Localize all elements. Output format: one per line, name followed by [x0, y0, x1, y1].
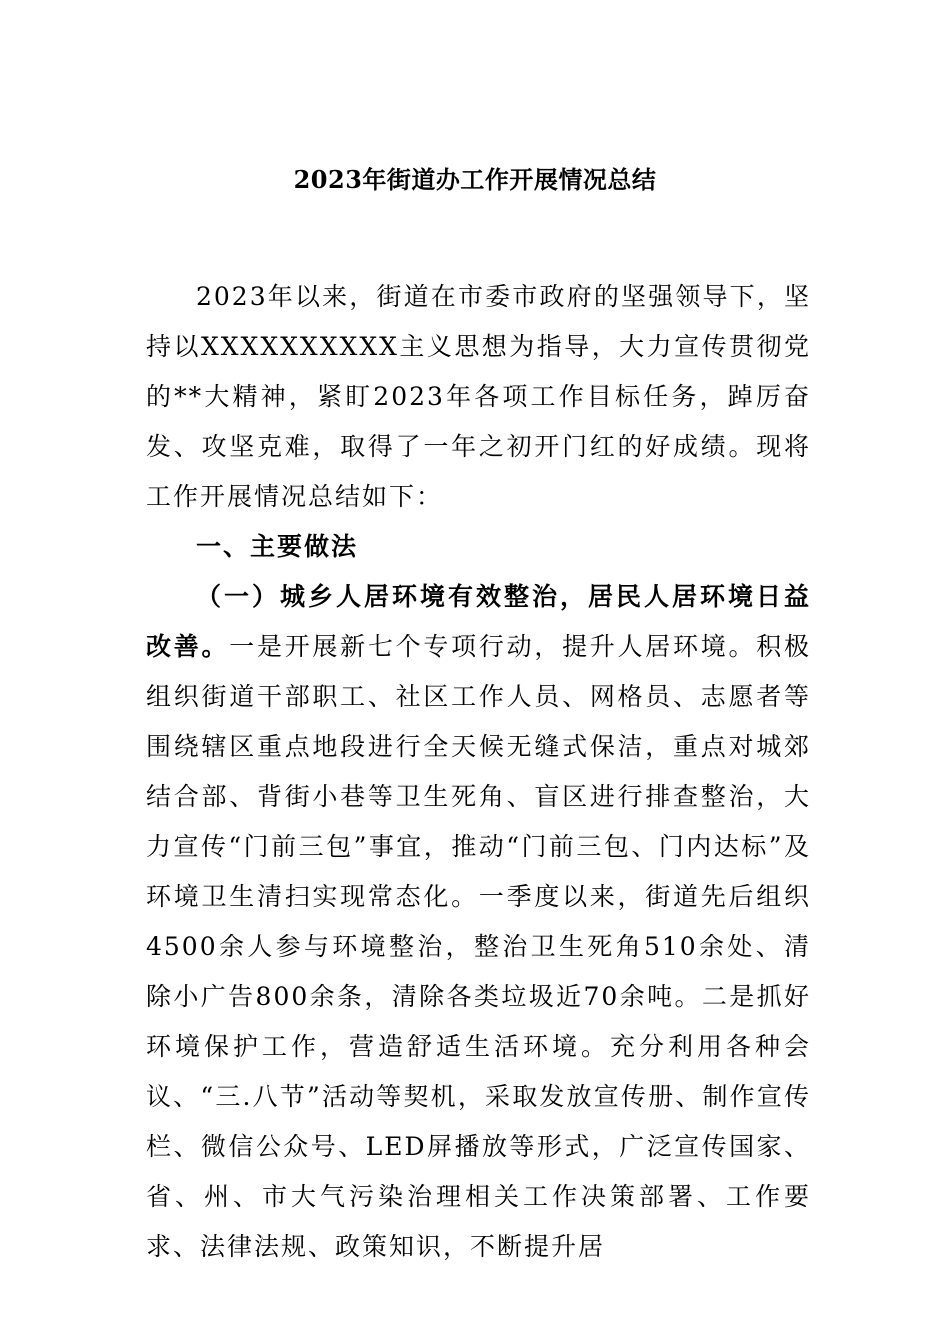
- intro-paragraph: 2023年以来，街道在市委市政府的坚强领导下，坚持以XXXXXXXXXX主义思想为指导，大力宣传贯彻党的**大精神，紧盯2023年各项工作目标任务，踔厉奋发、攻坚克难，取得了一年之初开门红的好成绩。现将工作开展情况总结如下：: [146, 282, 811, 511]
- document-body: [146, 272, 811, 1272]
- section-heading: 一、主要做法: [196, 532, 359, 561]
- subsection-paragraph: [146, 572, 811, 1272]
- document-title: 2023年街道办工作开展情况总结: [293, 165, 657, 194]
- subsection-heading: （一）城乡人居环境有效整治，居民人居环境日益改善。: [146, 582, 811, 661]
- subsection-body: 一是开展新七个专项行动，提升人居环境。积极组织街道干部职工、社区工作人员、网格员、志愿者等围绕辖区重点地段进行全天候无缝式保洁，重点对城郊结合部、背街小巷等卫生死角、盲区进行排查整治，大力宣传“门前三包”事宜，推动“门前三包、门内达标”及环境卫生清扫实现常态化。一季度以来，街道先后组织4500余人参与环境整治，整治卫生死角510余处、清除小广告800余条，清除各类垃圾近70余吨。二是抓好环境保护工作，营造舒适生活环境。充分利用各种会议、“三.八节”活动等契机，采取发放宣传册、制作宣传栏、微信公众号、LED屏播放等形式，广泛宣传国家、省、州、市大气污染治理相关工作决策部署、工作要求、法律法规、政策知识，不断提升居: [146, 632, 811, 1261]
